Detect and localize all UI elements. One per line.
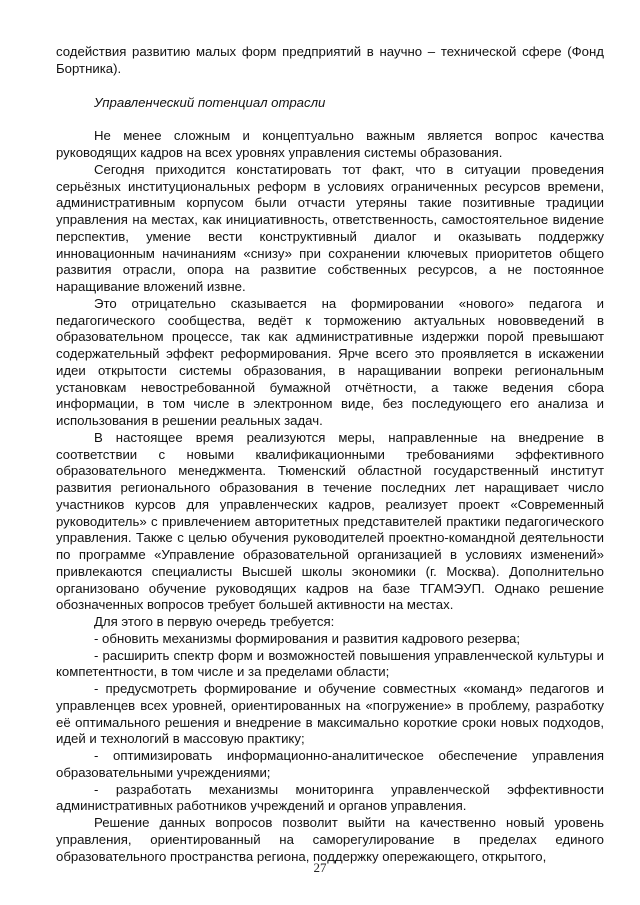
list-item: - разработать механизмы мониторинга управленческой эффективности административных работников учреждений и органов управления. xyxy=(56,781,604,814)
paragraph: В настоящее время реализуются меры, направленные на внедрение в соответствии с новыми квалификационными требованиями эффективного образовательного менеджмента. Тюменский областной государственный институт развития регионального образования в течение последних лет наращивает число участников курсов для управленческих кадров, реализует проект «Современный руководитель» с привлечением авторитетных представителей практики педагогического управления. Также с целью обучения руководителей проектно-командной деятельности по программе «Управление образовательной организацией в условиях изменений» привлекаются специалисты Высшей школы экономики (г. Москва). Дополнительно организовано обучение руководящих кадров на базе ТГАМЭУП. Однако решение обозначенных вопросов требует большей активности на местах. xyxy=(56,429,604,613)
paragraph: Для этого в первую очередь требуется: xyxy=(94,614,335,629)
paragraph: Это отрицательно сказывается на формировании «нового» педагога и педагогического сообщества, ведёт к торможению актуальных нововведений в образовательном процессе, так как административные издержки порой превышают содержательный эффект реформирования. Ярче всего это проявляется в искажении идеи открытости системы образования, в наращивании вопреки региональным установкам невостребованной бумажной отчётности, а также ведения сбора информации, в том числе в электронном виде, без последующего его анализа и использования в решении реальных задач. xyxy=(56,295,604,428)
document-page xyxy=(56,44,604,865)
section-heading: Управленческий потенциал отрасли xyxy=(94,94,326,110)
paragraph: Решение данных вопросов позволит выйти на качественно новый уровень управления, ориентированный на саморегулирование в пределах единого образовательного пространства региона, поддержку опережающего, открытого, xyxy=(56,815,604,864)
paragraph: Не менее сложным и концептуально важным является вопрос качества руководящих кадров на всех уровнях управления системы образования. xyxy=(56,128,604,160)
list-item: - расширить спектр форм и возможностей повышения управленческой культуры и компетентности, в том числе и за пределами области; xyxy=(56,647,604,680)
list-item: - оптимизировать информационно-аналитическое обеспечение управления образовательными учреждениями; xyxy=(56,748,604,780)
paragraph: Сегодня приходится констатировать тот факт, что в ситуации проведения серьёзных институциональных реформ в условиях ограниченных ресурсов времени, административным корпусом были отчасти утеряны такие позитивные традиции управления на местах, как инициативность, ответственность, самостоятельное видение перспектив, умение вести конструктивный диалог и оказывать поддержку инновационным начинаниям «снизу» при сохранении ключевых приоритетов общего развития отрасли, опора на развитие собственных ресурсов, а не постоянное наращивание вложений извне. xyxy=(56,161,604,294)
intro-paragraph: содействия развитию малых форм предприятий в научно – технической сфере (Фонд Бортника). xyxy=(56,44,604,76)
list-item: - обновить механизмы формирования и развития кадрового резерва; xyxy=(94,630,521,646)
list-item: - предусмотреть формирование и обучение совместных «команд» педагогов и управленцев всех уровней, ориентированных на «погружение» в проблему, разработку её оптимального решения и внедрение в максимально короткие сроки новых подходов, идей и технологий в массовую практику; xyxy=(56,681,604,747)
page-number: 27 xyxy=(313,860,327,875)
